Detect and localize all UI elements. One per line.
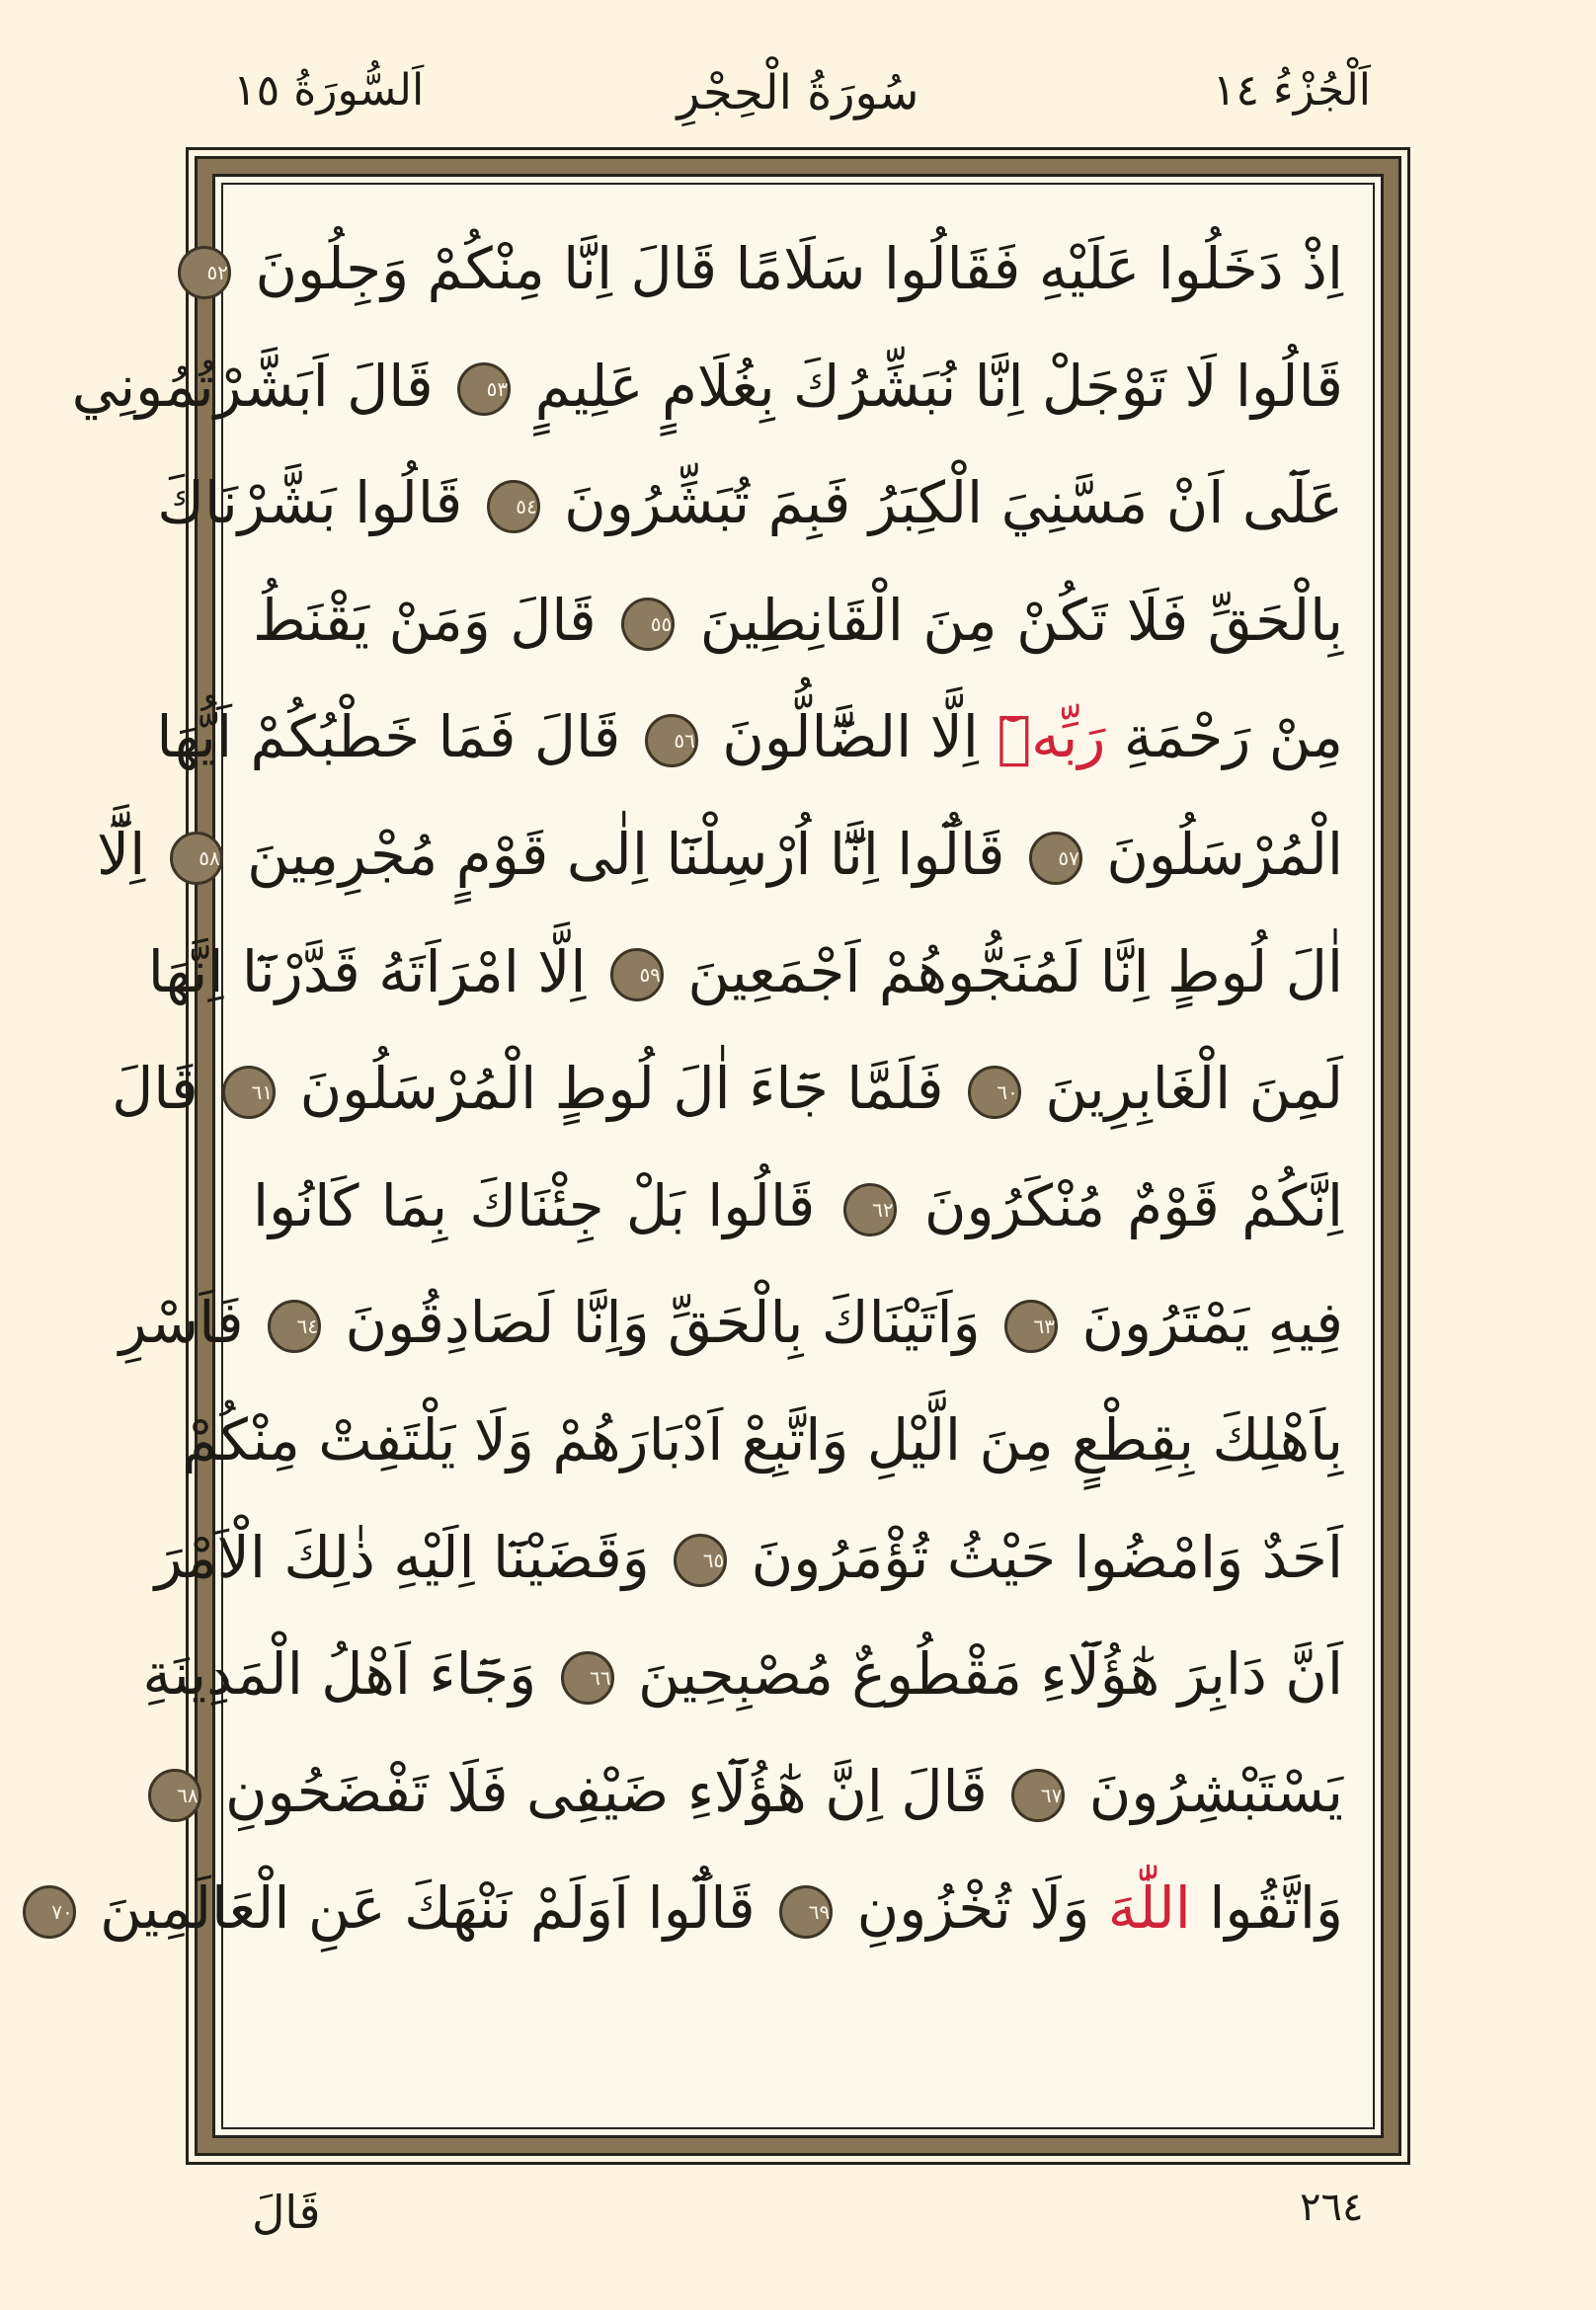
ayah-number-marker: ٥٦ (645, 714, 698, 767)
text-line (51, 1849, 1343, 1967)
verse-text: لَمِنَ الْغَابِرِينَ (1045, 1055, 1343, 1123)
verse-text: اِلَّا الضَّٓالُّونَ (722, 703, 979, 771)
verse-text: اِلَّٓا (97, 821, 146, 888)
verse-text: عَلَٓى اَنْ مَسَّنِيَ الْكِبَرُ فَبِمَ تُبَشِّرُونَ (564, 469, 1343, 537)
verse-text: وَقَضَيْنَٓا اِلَيْهِ ذٰلِكَ الْاَمْرَ (154, 1523, 650, 1591)
text-line (71, 327, 1343, 445)
ayah-number-marker: ٦٧ (1011, 1769, 1065, 1822)
ayah-number-marker: ٦٤ (268, 1300, 321, 1353)
text-line (182, 1381, 1343, 1499)
ayah-number-marker: ٥٢ (178, 246, 231, 299)
verse-text: قَالُوا بَلْ جِئْنَاكَ بِمَا كَانُوا (253, 1171, 816, 1239)
ayah-number-marker: ٥٧ (1029, 832, 1082, 885)
verse-text: بِالْحَقِّ فَلَا تَكُنْ مِنَ الْقَانِطِينَ (699, 586, 1343, 654)
text-line (147, 913, 1343, 1031)
ayah-number-marker: ٦٢ (843, 1183, 897, 1236)
verse-text: وَاَتَيْنَاكَ بِالْحَقِّ وَاِنَّا لَصَادِقُونَ (345, 1289, 981, 1357)
verse-text: اِلَّا امْرَاَتَهُ قَدَّرْنَٓا اِنَّهَا (147, 937, 587, 1005)
verse-text: اٰلَ لُوطٍ اِنَّا لَمُنَجُّوهُمْ اَجْمَعِينَ (687, 937, 1343, 1005)
ayah-number-marker: ٦٠ (968, 1066, 1021, 1119)
verse-text: قَالَ (112, 1055, 199, 1123)
verse-text: بِاَهْلِكَ بِقِطْعٍ مِنَ الَّيْلِ وَاتَّبِعْ اَدْبَارَهُمْ وَلَا يَلْتَفِتْ مِنْكُمْ (182, 1406, 1343, 1474)
ayah-number-marker: ٦٩ (779, 1885, 833, 1939)
text-line (253, 561, 1343, 679)
verse-text: اِنَّكُمْ قَوْمٌ مُنْكَرُونَ (923, 1171, 1344, 1239)
verse-text: فَلَمَّا جَٓاءَ اٰلَ لُوطٍ الْمُرْسَلُونَ (299, 1055, 944, 1123)
juz-label: اَلْجُزْءُ ١٤ (1212, 65, 1371, 116)
verse-text: قَالُٓوا اِنَّٓا اُرْسِلْنَٓا اِلٰى قَوْمٍ مُجْرِمِينَ (247, 821, 1005, 888)
verse-text: فِيهِ يَمْتَرُونَ (1081, 1289, 1343, 1357)
verse-text: مِنْ رَحْمَةِ (1123, 703, 1343, 771)
surah-number-label: اَلسُّورَةُ ١٥ (233, 65, 425, 116)
text-line (154, 1498, 1343, 1617)
verse-text: قَالُوا بَشَّرْنَاكَ (157, 469, 463, 537)
ayah-number-marker: ٥٥ (621, 597, 675, 651)
verse-text: اَنَّ دَابِرَ هٰٓؤُلَٓاءِ مَقْطُوعٌ مُصْبِحِينَ (638, 1640, 1343, 1709)
verse-text: اِذْ دَخَلُوا عَلَيْهِ فَقَالُوا سَلَامًا قَالَ اِنَّا مِنْكُمْ وَجِلُونَ (255, 235, 1343, 302)
verse-text: قَالُٓوا اَوَلَمْ نَنْهَكَ عَنِ الْعَالَمِينَ (100, 1874, 756, 1943)
text-line (112, 1029, 1343, 1148)
text-line (142, 1615, 1343, 1733)
ayah-number-marker: ٥٨ (170, 832, 223, 885)
ayah-number-marker: ٦١ (222, 1066, 276, 1119)
catchword: قَالَ (252, 2186, 321, 2239)
highlighted-word: رَبِّهٖٓ (997, 703, 1106, 771)
verse-text: وَلَا تُخْزُونِ (856, 1874, 1090, 1943)
verse-text: قَالَ وَمَنْ يَقْنَطُ (253, 586, 597, 654)
ayah-number-marker: ٧٠ (23, 1885, 76, 1939)
text-line (157, 443, 1343, 562)
text-line (206, 209, 1343, 328)
verse-text: يَسْتَبْشِرُونَ (1088, 1757, 1343, 1825)
verse-text: فَاَسْرِ (119, 1289, 244, 1357)
verse-text: قَالَ اَبَشَّرْتُمُونِي (71, 352, 434, 420)
highlighted-word: اللّٰهَ (1107, 1874, 1191, 1943)
text-line (156, 677, 1343, 796)
verse-text: قَالُوا لَا تَوْجَلْ اِنَّا نُبَشِّرُكَ بِغُلَامٍ عَلِيمٍ (534, 352, 1343, 420)
text-line (177, 1732, 1343, 1851)
page-number: ٢٦٤ (1300, 2185, 1364, 2230)
text-line (119, 1263, 1343, 1382)
ayah-number-marker: ٦٣ (1004, 1300, 1058, 1353)
ayah-number-marker: ٥٩ (610, 948, 664, 1001)
verse-text: قَالَ اِنَّ هٰٓؤُلَٓاءِ ضَيْفِى فَلَا تَفْضَحُونِ (225, 1757, 988, 1825)
surah-title: سُورَةُ الْحِجْرِ (677, 65, 919, 120)
ayah-number-marker: ٦٨ (148, 1769, 201, 1822)
ayah-number-marker: ٦٥ (674, 1534, 727, 1587)
ayah-number-marker: ٥٤ (487, 480, 540, 533)
text-line (253, 1147, 1343, 1265)
text-line (97, 795, 1343, 914)
verse-text: وَاتَّقُوا (1209, 1874, 1343, 1943)
verse-text: الْمُرْسَلُونَ (1106, 821, 1343, 888)
verse-text: اَحَدٌ وَامْضُوا حَيْثُ تُؤْمَرُونَ (751, 1523, 1343, 1591)
ayah-number-marker: ٥٣ (457, 362, 511, 416)
verse-text: قَالَ فَمَا خَطْبُكُمْ اَيُّهَا (156, 703, 621, 771)
ayah-number-marker: ٦٦ (561, 1651, 614, 1705)
verse-text: وَجَٓاءَ اَهْلُ الْمَدِينَةِ (142, 1640, 537, 1709)
